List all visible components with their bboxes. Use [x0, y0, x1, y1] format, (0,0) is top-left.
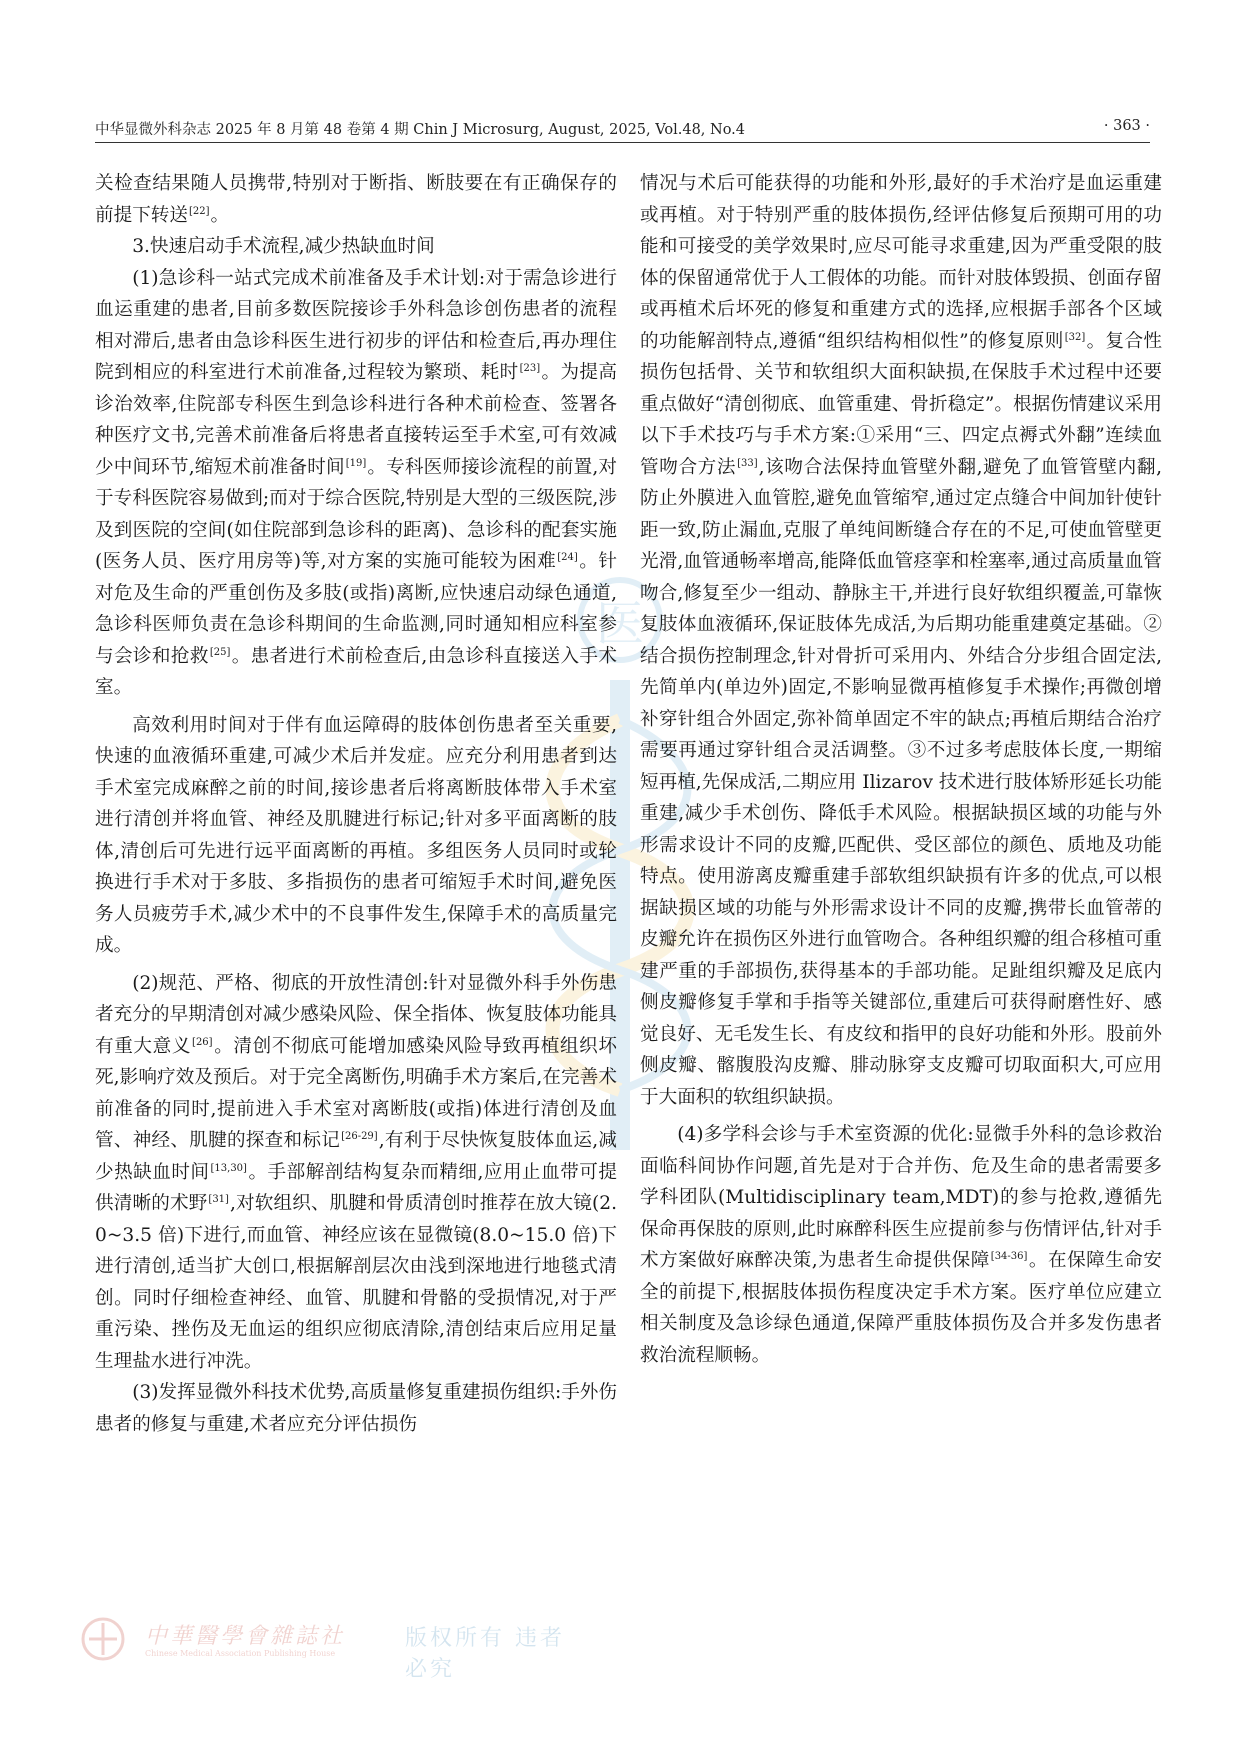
citation-ref: [23]	[519, 363, 541, 374]
copyright-tag: 版权所有 违者必究	[405, 1626, 565, 1682]
paragraph: (4)多学科会诊与手术室资源的优化:显微手外科的急诊救治面临科间协作问题,首先是对于合并伤、危及生命的患者需要多学科团队(Multidisciplinary team,MDT)的参与抢救,遵循先保命再保肢的原则,此时麻醉科医生应提前参与伤情评估,针对手术方案做好麻醉决策,为患者生命提供保障[34-36]。在保障生命安全的前提下,根据肢体损伤程度决定手术方案。医疗单位应建立相关制度及急诊绿色通道,保障严重肢体损伤及合并多发伤患者救治流程顺畅。	[640, 1124, 1162, 1366]
paragraph: (2)规范、严格、彻底的开放性清创:针对显微外科手外伤患者充分的早期清创对减少感染风险、保全指体、恢复肢体功能具有重大意义[26]。清创不彻底可能增加感染风险导致再植组织坏死,影响疗效及预后。对于完全离断伤,明确手术方案后,在完善术前准备的同时,提前进入手术室对离断肢(或指)体进行清创及血管、神经、肌腱的探查和标记[26-29],有利于尽快恢复肢体血运,减少热缺血时间[13,30]。手部解剖结构复杂而精细,应用止血带可提供清晰的术野[31],对软组织、肌腱和骨质清创时推荐在放大镜(2.0~3.5 倍)下进行,而血管、神经应该在显微镜(8.0~15.0 倍)下进行清创,适当扩大创口,根据解剖层次由浅到深地进行地毯式清创。同时仔细检查神经、血管、肌腱和骨骼的受损情况,对于严重污染、挫伤及无血运的组织应彻底清除,清创结束后应用足量生理盐水进行冲洗。	[95, 972, 617, 1372]
paragraph: 情况与术后可能获得的功能和外形,最好的手术治疗是血运重建或再植。对于特别严重的肢体损伤,经评估修复后预期可用的功能和可接受的美学效果时,应尽可能寻求重建,因为严重受限的肢体的保留通常优于人工假体的功能。而针对肢体毁损、创面存留或再植术后坏死的修复和重建方式的选择,应根据手部各个区域的功能解剖特点,遵循“组织结构相似性”的修复原则[32]。复合性损伤包括骨、关节和软组织大面积缺损,在保肢手术过程中还要重点做好“清创彻底、血管重建、骨折稳定”。根据伤情建议采用以下手术技巧与手术方案:①采用“三、四定点褥式外翻”连续血管吻合方法[33],该吻合法保持血管壁外翻,避免了血管管壁内翻,防止外膜进入血管腔,避免血管缩窄,通过定点缝合中间加针使针距一致,防止漏血,克服了单纯间断缝合存在的不足,可使血管壁更光滑,血管通畅率增高,能降低血管痉挛和栓塞率,通过高质量血管吻合,修复至少一组动、静脉主干,并进行良好软组织覆盖,可靠恢复肢体血液循环,保证肢体先成活,为后期功能重建奠定基础。②结合损伤控制理念,针对骨折可采用内、外结合分步组合固定法,先简单内(单边外)固定,不影响显微再植修复手术操作;再微创增补穿针组合外固定,弥补简单固定不牢的缺点;再植后期结合治疗需要再通过穿针组合灵活调整。③不过多考虑肢体长度,一期缩短再植,先保成活,二期应用 Ilizarov 技术进行肢体矫形延长功能重建,减少手术创伤、降低手术风险。根据缺损区域的功能与外形需求设计不同的皮瓣,匹配供、受区部位的颜色、质地及功能特点。使用游离皮瓣重建手部软组织缺损有许多的优点,可以根据缺损区域的功能与外形需求设计不同的皮瓣,携带长血管蒂的皮瓣允许在损伤区外进行血管吻合。各种组织瓣的组合移植可重建严重的手部损伤,获得基本的手部功能。足趾组织瓣及足底内侧皮瓣修复手掌和手指等关键部位,重建后可获得耐磨性好、感觉良好、无毛发生长、有皮纹和指甲的良好功能和外形。股前外侧皮瓣、髂腹股沟皮瓣、腓动脉穿支皮瓣可切取面积大,可应用于大面积的软组织缺损。	[640, 173, 1163, 1108]
citation-ref: [13,30]	[210, 1162, 247, 1174]
citation-ref: [32]	[1064, 331, 1086, 343]
publisher-name: 中華醫學會雜誌社	[145, 1624, 346, 1649]
citation-ref: [19]	[345, 457, 367, 469]
running-header	[95, 118, 1150, 144]
page-number: · 363 ·	[1103, 118, 1150, 134]
paragraph: 高效利用时间对于伴有血运障碍的肢体创伤患者至关重要,快速的血液循环重建,可减少术后并发症。应充分利用患者到达手术室完成麻醉之前的时间,接诊患者后将离断肢体带入手术室进行清创并将血管、神经及肌腱进行标记;针对多平面离断的肢体,清创后可先进行远平面离断的再植。多组医务人员同时或轮换进行手术对于多肢、多指损伤的患者可缩短手术时间,避免医务人员疲劳手术,减少术中的不良事件发生,保障手术的高质量完成。	[95, 714, 617, 956]
citation-ref: [24]	[557, 552, 578, 563]
journal-citation: 中华显微外科杂志 2025 年 8 月第 48 卷第 4 期 Chin J Microsurg, August, 2025, Vol.48, No.4	[95, 122, 746, 138]
citation-ref: [34-36]	[990, 1251, 1028, 1262]
paragraph: 关检查结果随人员携带,特别对于断指、断肢要在有正确保存的前提下转送[22]。	[95, 173, 617, 226]
right-column	[640, 168, 1162, 1371]
citation-ref: [22]	[188, 205, 210, 217]
paragraph: (1)急诊科一站式完成术前准备及手术计划:对于需急诊进行血运重建的患者,目前多数医院接诊手外科急诊创伤患者的流程相对滞后,患者由急诊科医生进行初步的评估和检查后,再办理住院到相应的科室进行术前准备,过程较为繁琐、耗时[23]。为提高诊治效率,住院部专科医生到急诊科进行各种术前检查、签署各种医疗文书,完善术前准备后将患者直接转运至手术室,可有效减少中间环节,缩短术前准备时间[19]。专科医师接诊流程的前置,对于专科医院容易做到;而对于综合医院,特别是大型的三级医院,涉及到医院的空间(如住院部到急诊科的距离)、急诊科的配套实施(医务人员、医疗用房等)等,对方案的实施可能较为困难[24]。针对危及生命的严重创伤及多肢(或指)离断,应快速启动绿色通道,急诊科医师负责在急诊科期间的生命监测,同时通知相应科室参与会诊和抢救[25]。患者进行术前检查后,由急诊科直接送入手术室。	[95, 267, 617, 698]
citation-ref: [31]	[208, 1194, 229, 1205]
citation-ref: [26-29]	[341, 1131, 378, 1142]
citation-ref: [26]	[192, 1036, 213, 1048]
left-column	[95, 168, 617, 1440]
publisher-watermark	[75, 1615, 575, 1682]
citation-ref: [33]	[737, 457, 758, 469]
watermark-char: 医	[595, 596, 645, 652]
paragraph: (3)发挥显微外科技术优势,高质量修复重建损伤组织:手外伤患者的修复与重建,术者应充分评估损伤	[95, 1382, 617, 1435]
publisher-name-en: Chinese Medical Association Publishing House	[145, 1649, 336, 1658]
publisher-logo-icon	[75, 1615, 131, 1663]
header-rule	[95, 142, 1150, 143]
citation-ref: [25]	[209, 646, 231, 658]
section-heading: 3.快速启动手术流程,减少热缺血时间	[132, 236, 435, 257]
